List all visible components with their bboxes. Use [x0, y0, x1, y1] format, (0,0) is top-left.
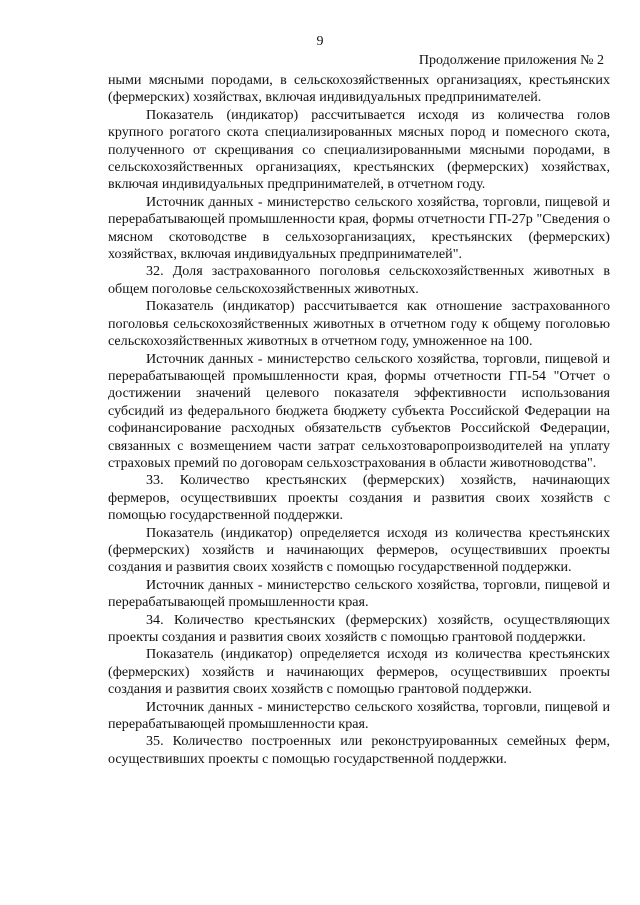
- paragraph-item-32: 32. Доля застрахованного поголовья сельскохозяйственных животных в общем поголовье сельскохозяйственных животных.: [108, 263, 610, 297]
- page-number: 9: [316, 34, 324, 49]
- paragraph-item-33: 33. Количество крестьянских (фермерских) хозяйств, начинающих фермеров, осуществивших проекты создания и развития своих хозяйств с помощью государственной поддержки.: [108, 472, 610, 524]
- paragraph-item-34: 34. Количество крестьянских (фермерских) хозяйств, осуществляющих проекты создания и развития своих хозяйств с помощью грантовой поддержки.: [108, 611, 610, 645]
- paragraph: Источник данных - министерство сельского хозяйства, торговли, пищевой и перерабатывающей промышленности края.: [108, 576, 610, 611]
- body-text: [108, 72, 610, 768]
- paragraph-continuation: ными мясными породами, в сельскохозяйственных организациях, крестьянских (фермерских) хозяйствах, включая индивидуальных предпринимателей.: [108, 72, 610, 106]
- paragraph-item-35: 35. Количество построенных или реконструированных семейных ферм, осуществивших проекты с помощью государственной поддержки.: [108, 733, 610, 767]
- paragraph: Показатель (индикатор) рассчитывается исходя из количества голов крупного рогатого скота специализированных мясных пород и помесного скота, полученного от скрещивания со специализированными мясными породами, в сельскохозяйственных организациях, крестьянских (фермерских) хозяйствах, включая индивидуальных предпринимателей, в отчетном году.: [108, 106, 610, 193]
- running-head: Продолжение приложения № 2: [418, 53, 604, 68]
- paragraph: Источник данных - министерство сельского хозяйства, торговли, пищевой и перерабатывающей промышленности края.: [108, 698, 610, 733]
- paragraph: Источник данных - министерство сельского хозяйства, торговли, пищевой и перерабатывающей промышленности края, формы отчетности ГП-54 "Отчет о достижении значений целевого показателя эффективности использования субсидий из федерального бюджета бюджету субъекта Российской Федерации на софинансирование расходных обязательств субъектов Российской Федерации, связанных с возмещением части затрат сельхозтоваропроизводителей на уплату страховых премий по договорам сельхозстрахования в области животноводства".: [108, 350, 610, 471]
- paragraph: Показатель (индикатор) рассчитывается как отношение застрахованного поголовья сельскохозяйственных животных в отчетном году к общему поголовью сельскохозяйственных животных в отчетном году, умноженное на 100.: [108, 298, 610, 350]
- paragraph: Показатель (индикатор) определяется исходя из количества крестьянских (фермерских) хозяйств и начинающих фермеров, осуществивших проекты создания и развития своих хозяйств с помощью грантовой поддержки.: [108, 646, 610, 698]
- paragraph: Показатель (индикатор) определяется исходя из количества крестьянских (фермерских) хозяйств и начинающих фермеров, осуществивших проекты создания и развития своих хозяйств с помощью государственной поддержки.: [108, 524, 610, 576]
- paragraph: Источник данных - министерство сельского хозяйства, торговли, пищевой и перерабатывающей промышленности края, формы отчетности ГП-27р "Сведения о мясном скотоводстве в сельхозорганизациях, крестьянских (фермерских) хозяйствах, включая индивидуальных предпринимателей".: [108, 193, 610, 263]
